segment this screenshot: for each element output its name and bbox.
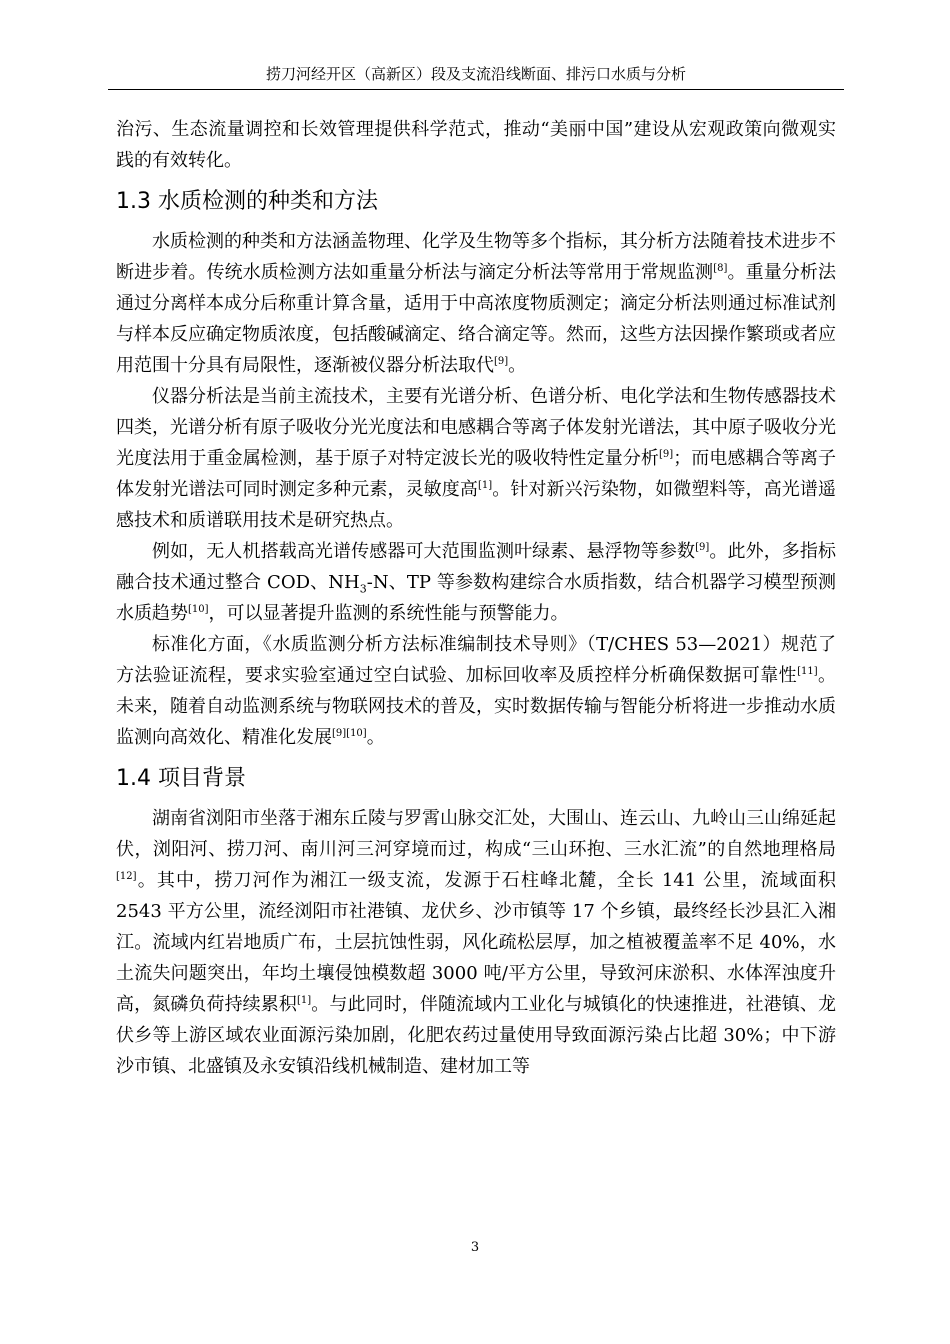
section-heading-1-4: 1.4 项目背景 <box>116 766 246 791</box>
text-run: 。 <box>508 355 527 376</box>
paragraph-continued: 治污、生态流量调控和长效管理提供科学范式，推动“美丽中国”建设从宏观政策向微观实践的有效转化。 <box>116 119 836 171</box>
text-run: ；而电感耦合等离子体发射光谱法可同时测定多种元素，灵敏度高 <box>116 448 837 500</box>
paragraph-standardization <box>116 629 836 753</box>
paragraph-examples <box>116 536 836 629</box>
text-run: ，可以显著提升监测的系统性能与预警能力。 <box>208 603 569 624</box>
text-run: 。与此同时，伴随流域内工业化与城镇化的快速推进，社港镇、龙伏乡等上游区域农业面源污染加剧，化肥农药过量使用导致面源污染占比超 30%；中下游沙市镇、北盛镇及永安镇沿线机械制造、建材加工等 <box>116 994 836 1077</box>
text-run: 湖南省浏阳市坐落于湘东丘陵与罗霄山脉交汇处，大围山、连云山、九岭山三山绵延起伏，浏阳河、捞刀河、南川河三河穿境而过，构成“三山环抱、三水汇流”的自然地理格局 <box>116 808 836 860</box>
text-run: 。针对新兴污染物，如微塑料等，高光谱遥感技术和质谱联用技术是研究热点。 <box>116 479 837 531</box>
subscript: 3 <box>359 582 367 596</box>
paragraph-project-background <box>116 803 836 1082</box>
citation: [11] <box>797 666 818 677</box>
text-run: 。未来，随着自动监测系统与物联网技术的普及，实时数据传输与智能分析将进一步推动水质监测向高效化、精准化发展 <box>116 665 837 748</box>
text-run: 。重量分析法通过分离样本成分后称重计算含量，适用于中高浓度物质测定；滴定分析法则通过标准试剂与样本反应确定物质浓度，包括酸碱滴定、络合滴定等。然而，这些方法因操作繁琐或者应用范围十分具有局限性，逐渐被仪器分析法取代 <box>116 262 837 376</box>
text-run: -N、TP 等参数构建综合水质指数，结合机器学习模型预测水质趋势 <box>116 572 836 624</box>
paragraph-methods-intro <box>116 226 836 381</box>
citation: [10] <box>188 604 209 615</box>
citation: [8] <box>713 263 728 274</box>
header-rule <box>108 89 844 90</box>
citation: [9] <box>659 449 674 460</box>
text-run: 仪器分析法是当前主流技术，主要有光谱分析、色谱分析、电化学法和生物传感器技术四类，光谱分析有原子吸收分光光度法和电感耦合等离子体发射光谱法，其中原子吸收分光光度法用于重金属检测，基于原子对特定波长光的吸收特性定量分析 <box>116 386 836 469</box>
text-run: 。其中，捞刀河作为湘江一级支流，发源于石柱峰北麓，全长 141 公里，流域面积 2543 平方公里，流经浏阳市社港镇、龙伏乡、沙市镇等 17 个乡镇，最终经长沙县汇入湘江。流域内红岩地质广布，土层抗蚀性弱，风化疏松层厚，加之植被覆盖率不足 40%，水土流失问题突出，年均土壤侵蚀模数超 3000 吨/平方公里，导致河床淤积、水体浑浊度升高，氮磷负荷持续累积 <box>116 870 837 1015</box>
section-heading-1-3: 1.3 水质检测的种类和方法 <box>116 189 378 214</box>
document-body <box>116 114 836 1082</box>
citation: [12] <box>116 871 137 882</box>
citation: [9] <box>494 356 509 367</box>
text-run: 。此外，多指标融合技术通过整合 COD、NH <box>116 541 837 593</box>
citation: [9] <box>695 542 710 553</box>
text-run: 标准化方面，《水质监测分析方法标准编制技术导则》（T/CHES 53—2021）规范了方法验证流程，要求实验室通过空白试验、加标回收率及质控样分析确保数据可靠性 <box>116 634 836 686</box>
citation: [1] <box>296 995 312 1006</box>
text-run: 。 <box>366 727 385 748</box>
citation: [1] <box>477 480 493 491</box>
paragraph-instrumental <box>116 381 836 536</box>
running-header: 捞刀河经开区（高新区）段及支流沿线断面、排污口水质与分析 <box>265 65 686 83</box>
text-run: 例如，无人机搭载高光谱传感器可大范围监测叶绿素、悬浮物等参数 <box>152 541 696 562</box>
citation: [9][10] <box>332 728 367 739</box>
text-run: 水质检测的种类和方法涵盖物理、化学及生物等多个指标，其分析方法随着技术进步不断进步着。传统水质检测方法如重量分析法与滴定分析法等常用于常规监测 <box>116 231 836 283</box>
page-number: 3 <box>470 1240 480 1255</box>
